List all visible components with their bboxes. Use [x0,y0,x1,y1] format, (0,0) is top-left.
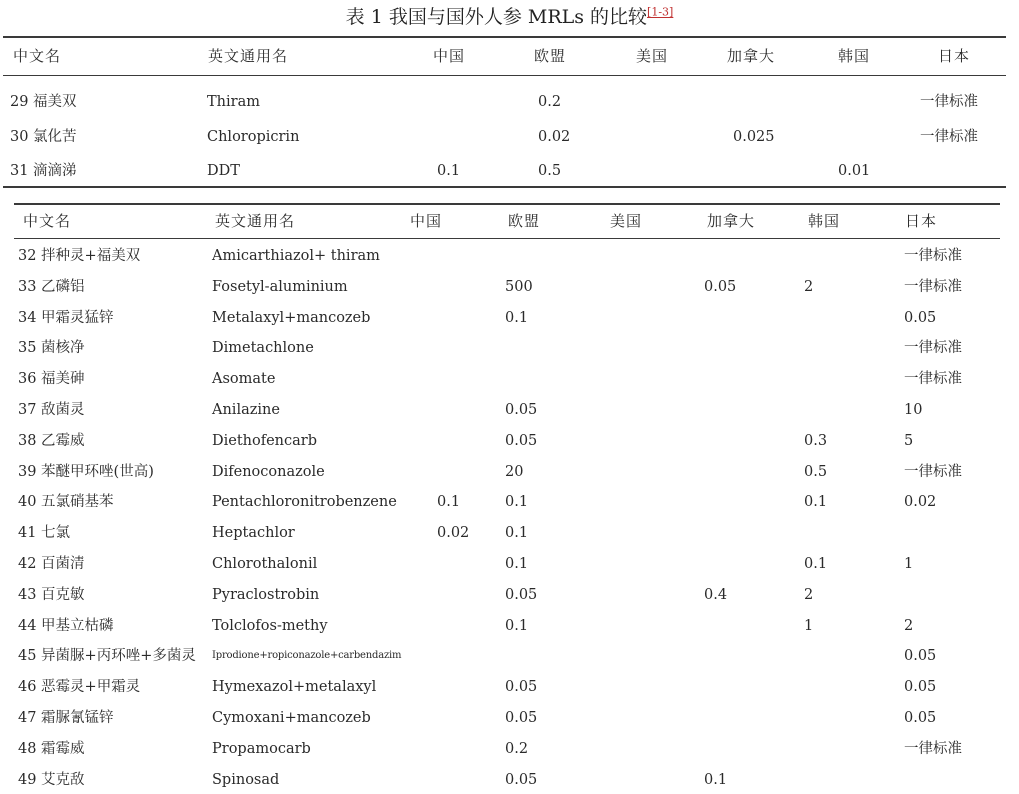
cell-japan: 5 [904,432,914,449]
table-row [0,365,1019,393]
cell-japan: 一律标准 [904,740,962,757]
cell-en-name: Difenoconazole [212,463,325,480]
cell-en-name: Diethofencarb [212,432,318,449]
cell-eu: 0.05 [505,402,538,418]
cell-japan: 一律标准 [920,94,978,110]
header-japan: 日本 [938,47,971,65]
cell-japan: 1 [904,556,914,572]
table-row [0,157,1019,185]
cell-japan: 10 [904,402,923,418]
cell-en-name: Iprodione+ropiconazole+carbendazim [212,650,402,662]
cell-cn-name: 34 甲霜灵猛锌 [18,309,114,326]
cell-eu: 0.02 [538,129,571,145]
cell-china: 0.1 [437,494,461,511]
table-row [0,458,1019,486]
cell-en-name: Tolclofos-methy [212,617,328,634]
cell-en-name: Heptachlor [212,525,295,542]
cell-korea: 0.1 [804,556,828,572]
cell-cn-name: 38 乙霉威 [18,432,85,449]
header-en-name: 英文通用名 [215,212,296,230]
cell-cn-name: 29 福美双 [10,94,77,110]
table1-header-rule [3,75,1006,76]
cell-korea: 0.5 [804,463,828,480]
cell-cn-name: 32 拌种灵+福美双 [18,248,141,264]
table-row [0,673,1019,701]
cell-eu: 0.1 [505,309,529,326]
header-cn-name: 中文名 [23,212,72,230]
table-row [0,427,1019,455]
cell-eu: 0.5 [538,163,562,179]
cell-eu: 0.05 [505,679,538,696]
cell-japan: 0.05 [904,679,937,696]
cell-eu: 20 [505,463,524,480]
header-cn-name: 中文名 [13,47,62,65]
cell-eu: 500 [505,278,533,295]
table-row [0,735,1019,763]
cell-canada: 0.05 [704,278,737,295]
cell-japan: 一律标准 [904,371,962,388]
table1-top-rule [3,36,1006,38]
cell-eu: 0.2 [538,94,562,110]
cell-japan: 0.05 [904,309,937,326]
header-en-name: 英文通用名 [208,47,289,65]
cell-korea: 2 [804,278,814,295]
table2-header-rule [14,238,1000,239]
table1-bottom-rule [3,186,1006,188]
table-row [0,612,1019,640]
table-row [0,642,1019,670]
header-korea: 韩国 [808,212,841,230]
cell-en-name: Metalaxyl+mancozeb [212,309,371,326]
cell-cn-name: 43 百克敏 [18,586,85,603]
header-usa: 美国 [610,212,643,230]
cell-cn-name: 37 敌菌灵 [18,402,85,418]
header-japan: 日本 [905,212,938,230]
cell-japan: 2 [904,617,914,634]
citation-ref: [1-3] [647,5,674,19]
header-usa: 美国 [636,47,669,65]
header-korea: 韩国 [838,47,871,65]
table-row [0,123,1019,151]
header-canada: 加拿大 [727,47,776,65]
cell-korea: 0.3 [804,432,828,449]
cell-japan: 一律标准 [904,340,962,357]
cell-japan: 一律标准 [904,463,962,480]
cell-cn-name: 31 滴滴涕 [10,163,77,179]
header-china: 中国 [433,47,466,65]
cell-china: 0.02 [437,525,470,542]
cell-japan: 一律标准 [904,248,962,264]
cell-japan: 0.02 [904,494,937,511]
cell-cn-name: 36 福美砷 [18,371,85,388]
cell-cn-name: 30 氯化苦 [10,129,77,145]
cell-japan: 一律标准 [904,278,962,295]
table1-header-row [0,42,1019,70]
cell-eu: 0.1 [505,494,529,511]
cell-cn-name: 45 异菌脲+丙环唑+多菌灵 [18,648,196,665]
cell-en-name: Asomate [212,371,276,388]
cell-en-name: Pentachloronitrobenzene [212,494,397,511]
table-row [0,766,1019,794]
cell-en-name: Chlorothalonil [212,556,318,572]
cell-canada: 0.1 [704,771,728,788]
table-row [0,581,1019,609]
cell-korea: 2 [804,586,814,603]
table-row [0,396,1019,424]
cell-eu: 0.1 [505,617,529,634]
cell-eu: 0.1 [505,525,529,542]
cell-en-name: Thiram [207,94,260,110]
cell-cn-name: 39 苯醚甲环唑(世高) [18,463,154,480]
cell-china: 0.1 [437,163,461,179]
cell-cn-name: 44 甲基立枯磷 [18,617,114,634]
cell-korea: 1 [804,617,814,634]
cell-cn-name: 49 艾克敌 [18,771,85,788]
table-row [0,488,1019,516]
cell-en-name: Amicarthiazol+ thiram [212,248,380,264]
cell-eu: 0.05 [505,586,538,603]
table-row [0,242,1019,270]
table-row [0,334,1019,362]
table-title-text: 表 1 我国与国外人参 MRLs 的比较 [345,6,648,28]
cell-eu: 0.05 [505,771,538,788]
cell-cn-name: 42 百菌清 [18,556,85,572]
cell-en-name: Spinosad [212,771,280,788]
cell-en-name: Cymoxani+mancozeb [212,710,371,726]
header-canada: 加拿大 [707,212,756,230]
cell-en-name: Anilazine [212,402,280,418]
cell-cn-name: 40 五氯硝基苯 [18,494,114,511]
table-title [0,2,1019,29]
cell-canada: 0.4 [704,586,728,603]
table-row [0,273,1019,301]
table-row [0,550,1019,578]
header-china: 中国 [410,212,443,230]
cell-en-name: Hymexazol+metalaxyl [212,679,377,696]
cell-cn-name: 46 恶霉灵+甲霜灵 [18,679,141,696]
cell-en-name: Propamocarb [212,740,311,757]
cell-cn-name: 47 霜脲氰锰锌 [18,710,114,726]
table-row [0,704,1019,732]
cell-canada: 0.025 [733,129,775,145]
cell-en-name: DDT [207,163,240,179]
table-row [0,304,1019,332]
header-eu: 欧盟 [508,212,541,230]
cell-eu: 0.2 [505,740,529,757]
table2-top-rule [14,203,1000,205]
cell-cn-name: 33 乙磷铝 [18,278,85,295]
cell-japan: 0.05 [904,710,937,726]
cell-en-name: Chloropicrin [207,129,300,145]
cell-en-name: Pyraclostrobin [212,586,320,603]
cell-eu: 0.1 [505,556,529,572]
header-eu: 欧盟 [534,47,567,65]
table2-header-row [0,207,1019,235]
cell-korea: 0.01 [838,163,871,179]
table-row [0,519,1019,547]
cell-eu: 0.05 [505,710,538,726]
cell-korea: 0.1 [804,494,828,511]
table-row [0,88,1019,116]
cell-eu: 0.05 [505,432,538,449]
cell-en-name: Dimetachlone [212,340,314,357]
cell-cn-name: 48 霜霉威 [18,740,85,757]
cell-japan: 一律标准 [920,129,978,145]
cell-en-name: Fosetyl-aluminium [212,278,348,295]
cell-cn-name: 35 菌核净 [18,340,85,357]
cell-cn-name: 41 七氯 [18,525,71,542]
cell-japan: 0.05 [904,648,937,665]
